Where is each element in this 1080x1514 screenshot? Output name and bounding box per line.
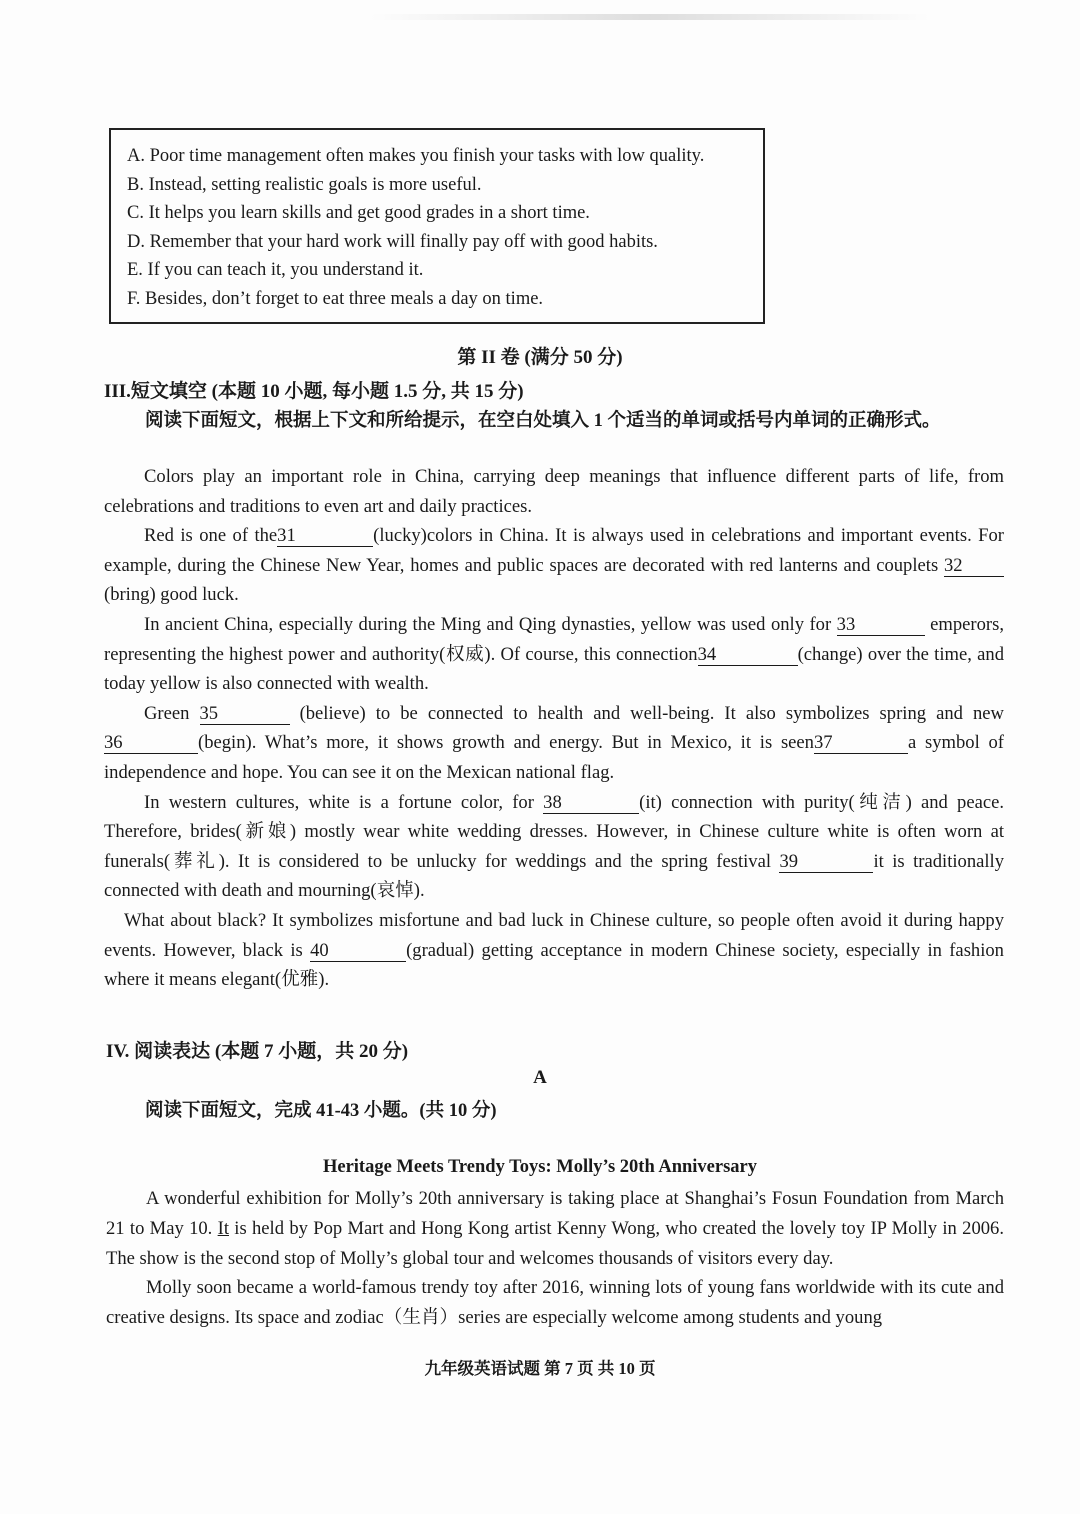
blank-32: 32: [944, 556, 1004, 577]
part-3-heading: III.短文填空 (本题 10 小题, 每小题 1.5 分, 共 15 分): [104, 381, 524, 402]
page-footer: 九年级英语试题 第 7 页 共 10 页: [424, 1359, 656, 1378]
part-3-instruction: 阅读下面短文，根据上下文和所给提示，在空白处填入 1 个适当的单词或括号内单词的正确形式。: [145, 411, 941, 431]
passage-paragraph-1: Colors play an important role in China, carrying deep meanings that influence different parts of life, from celebrations and traditions to even art and daily practices.: [104, 466, 1004, 517]
underlined-it: It: [217, 1217, 229, 1239]
blank-40: 40: [310, 941, 406, 962]
option-f: F. Besides, don’t forget to eat three meals a day on time.: [127, 288, 544, 309]
reading-paragraph-2: Molly soon became a world-famous trendy toy after 2016, winning lots of young fans worldwide with its cute and creative designs. Its space and zodiac（生肖）series are especially welcome among students and young: [106, 1277, 1004, 1329]
option-c: C. It helps you learn skills and get good grades in a short time.: [127, 203, 590, 224]
blank-37: 37: [814, 733, 908, 754]
molly-passage: [106, 1184, 1004, 1333]
passage-paragraph-4: Green 35 (believe) to be connected to health and well-being. It also symbolizes spring and new 36 (begin). What’s more, it shows growth and energy. But in Mexico, it is seen37 a symbol of independence and hope. You can see it on the Mexican national flag.: [104, 702, 1004, 783]
blank-35: 35: [200, 704, 290, 725]
reading-title: Heritage Meets Trendy Toys: Molly’s 20th Anniversary: [322, 1157, 758, 1177]
option-e: E. If you can teach it, you understand it.: [127, 260, 424, 281]
blank-39: 39: [779, 852, 873, 873]
part-4-sub-a: A: [533, 1067, 547, 1088]
section-2-title: 第 II 卷 (满分 50 分): [457, 347, 623, 368]
passage-paragraph-6: What about black? It symbolizes misfortune and bad luck in Chinese culture, so people often avoid it during happy events. However, black is 40 (gradual) getting acceptance in modern Chinese society, especially in fashion where it means elegant(优雅).: [104, 909, 1004, 991]
scan-smudge: [370, 14, 930, 20]
passage-paragraph-5: In western cultures, white is a fortune color, for 38 (it) connection with purity(纯洁) and peace. Therefore, brides(新娘) mostly wear white wedding dresses. However, in Chinese culture white is often worn at funerals(葬礼). It is considered to be unlucky for weddings and the spring festival 39 it is traditionally connected with death and mourning(哀悼).: [104, 791, 1005, 902]
part-4-heading: IV. 阅读表达 (本题 7 小题，共 20 分): [106, 1041, 409, 1062]
option-d: D. Remember that your hard work will finally pay off with good habits.: [127, 231, 658, 252]
blank-33: 33: [837, 615, 925, 636]
blank-38: 38: [543, 793, 639, 814]
reading-paragraph-1: A wonderful exhibition for Molly’s 20th anniversary is taking place at Shanghai’s Fosun Foundation from March 21 to May 10. It is held by Pop Mart and Hong Kong artist Kenny Wong, who created the lovely toy IP Molly in 2006. The show is the second stop of Molly’s global tour and welcomes thousands of visitors every day.: [106, 1188, 1004, 1269]
blank-31: 31: [277, 526, 373, 547]
part-4-instruction: 阅读下面短文，完成 41-43 小题。(共 10 分): [145, 1101, 497, 1121]
option-a: A. Poor time management often makes you finish your tasks with low quality.: [127, 146, 705, 166]
options-box: [109, 128, 765, 324]
option-b: B. Instead, setting realistic goals is more useful.: [127, 174, 482, 195]
passage-paragraph-3: In ancient China, especially during the Ming and Qing dynasties, yellow was used only for 33 emperors, representing the highest power and authority(权威). Of course, this connection34 (change) over the time, and today yellow is also connected with wealth.: [104, 613, 1005, 695]
blank-36: 36: [104, 733, 198, 754]
colors-passage: [104, 462, 1004, 995]
passage-paragraph-2: Red is one of the31 (lucky)colors in China. It is always used in celebrations and important events. For example, during the Chinese New Year, homes and public spaces are decorated with red lanterns and couplets 32(bring) good luck.: [104, 525, 1005, 606]
blank-34: 34: [698, 645, 798, 666]
